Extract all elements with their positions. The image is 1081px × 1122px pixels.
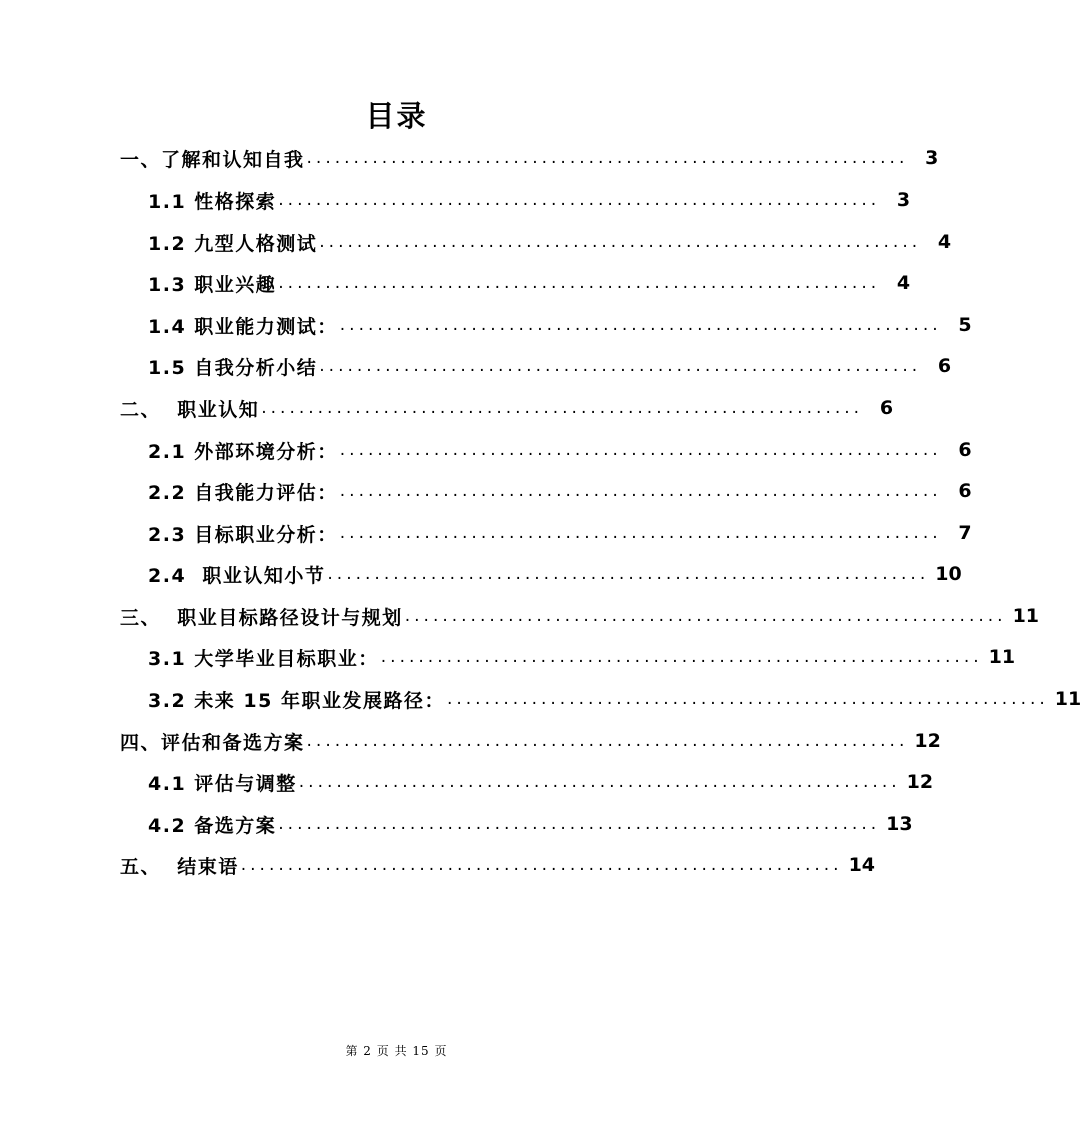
toc-entry-page: 3	[925, 147, 939, 169]
toc-entry-page: 12	[906, 771, 934, 793]
toc-entry-label: 2.1 外部环境分析：	[148, 440, 338, 463]
page-footer	[0, 1042, 793, 1059]
footer-prefix: 第	[345, 1044, 359, 1058]
toc-entry[interactable]	[120, 600, 1040, 632]
toc-entry-page: 13	[886, 813, 913, 835]
toc-entry-page: 3	[896, 189, 911, 211]
toc-title: 目录	[365, 99, 428, 133]
toc-entry-page: 11	[988, 646, 1016, 668]
dot-leader: ................................................................	[319, 232, 922, 252]
toc-entry-label: 1.5 自我分析小结	[148, 356, 318, 379]
footer-middle: 页 共	[376, 1044, 408, 1058]
toc-entry-page: 14	[848, 854, 876, 876]
toc-entry[interactable]	[148, 683, 1081, 715]
footer-current-page: 2	[363, 1044, 372, 1058]
toc-entry-label: 四、评估和备选方案	[120, 731, 305, 754]
dot-leader: ................................................................	[278, 814, 881, 834]
toc-entry[interactable]	[148, 309, 972, 341]
dot-leader: ................................................................	[319, 356, 922, 376]
toc-entry[interactable]	[148, 350, 952, 382]
toc-entry-page: 4	[896, 272, 911, 294]
dot-leader: ................................................................	[339, 523, 942, 543]
toc-entry-page: 6	[937, 355, 952, 377]
dot-leader: ................................................................	[327, 564, 930, 584]
toc-entry-label: 1.3 职业兴趣	[148, 273, 277, 296]
toc-entry-page: 4	[937, 231, 952, 253]
toc-entry-page: 5	[958, 314, 972, 336]
toc-entry-page: 10	[935, 563, 962, 585]
dot-leader: ................................................................	[404, 606, 1007, 626]
toc-entry-page: 6	[879, 397, 894, 419]
dot-leader: ................................................................	[339, 440, 942, 460]
dot-leader: ................................................................	[278, 273, 881, 293]
dot-leader: ................................................................	[306, 148, 909, 168]
toc-entry[interactable]	[148, 434, 972, 466]
toc-entry-page: 6	[958, 480, 972, 502]
dot-leader: ................................................................	[306, 731, 909, 751]
dot-leader: ................................................................	[446, 689, 1049, 709]
toc-entry-label: 4.2 备选方案	[148, 814, 277, 837]
toc-entry[interactable]	[120, 142, 939, 174]
dot-leader: ................................................................	[298, 772, 901, 792]
toc-entry[interactable]	[148, 475, 972, 507]
footer-suffix: 页	[434, 1044, 448, 1058]
toc-entry-page: 11	[1054, 688, 1081, 710]
toc-entry-label: 2.3 目标职业分析：	[148, 523, 338, 546]
toc-entry-label: 2.2 自我能力评估：	[148, 481, 338, 504]
toc-entry-label: 3.1 大学毕业目标职业：	[148, 647, 379, 670]
toc-entry-page: 6	[958, 439, 972, 461]
dot-leader: ................................................................	[380, 647, 983, 667]
toc-entry[interactable]	[148, 766, 934, 798]
toc-entry[interactable]	[148, 641, 1016, 673]
toc-entry-label: 2.4 职业认知小节	[148, 564, 326, 587]
toc-entry[interactable]	[148, 267, 911, 299]
toc-entry-label: 五、 结束语	[120, 855, 239, 878]
toc-entry[interactable]	[120, 849, 876, 881]
toc-entry[interactable]	[120, 392, 894, 424]
toc-entry-label: 1.4 职业能力测试：	[148, 315, 338, 338]
toc-entry[interactable]	[148, 226, 952, 258]
toc-entry-label: 二、 职业认知	[120, 398, 260, 421]
footer-total-pages: 15	[412, 1044, 430, 1058]
toc-entry-label: 三、 职业目标路径设计与规划	[120, 606, 403, 629]
toc-entry[interactable]	[148, 558, 962, 590]
dot-leader: ................................................................	[261, 398, 864, 418]
toc-entry-page: 11	[1012, 605, 1040, 627]
toc-entry-label: 1.2 九型人格测试	[148, 232, 318, 255]
toc-entry[interactable]	[120, 725, 941, 757]
toc-entry[interactable]	[148, 808, 913, 840]
dot-leader: ................................................................	[240, 855, 843, 875]
dot-leader: ................................................................	[339, 315, 942, 335]
toc-entry[interactable]	[148, 517, 972, 549]
toc-entry-label: 一、了解和认知自我	[120, 148, 305, 171]
toc-entry-label: 1.1 性格探索	[148, 190, 277, 213]
toc-entry-page: 12	[914, 730, 941, 752]
dot-leader: ................................................................	[339, 481, 942, 501]
toc-entry[interactable]	[148, 184, 911, 216]
dot-leader: ................................................................	[278, 190, 881, 210]
toc-entry-page: 7	[958, 522, 972, 544]
toc-entry-label: 4.1 评估与调整	[148, 772, 297, 795]
toc-entry-label: 3.2 未来 15 年职业发展路径：	[148, 689, 445, 712]
